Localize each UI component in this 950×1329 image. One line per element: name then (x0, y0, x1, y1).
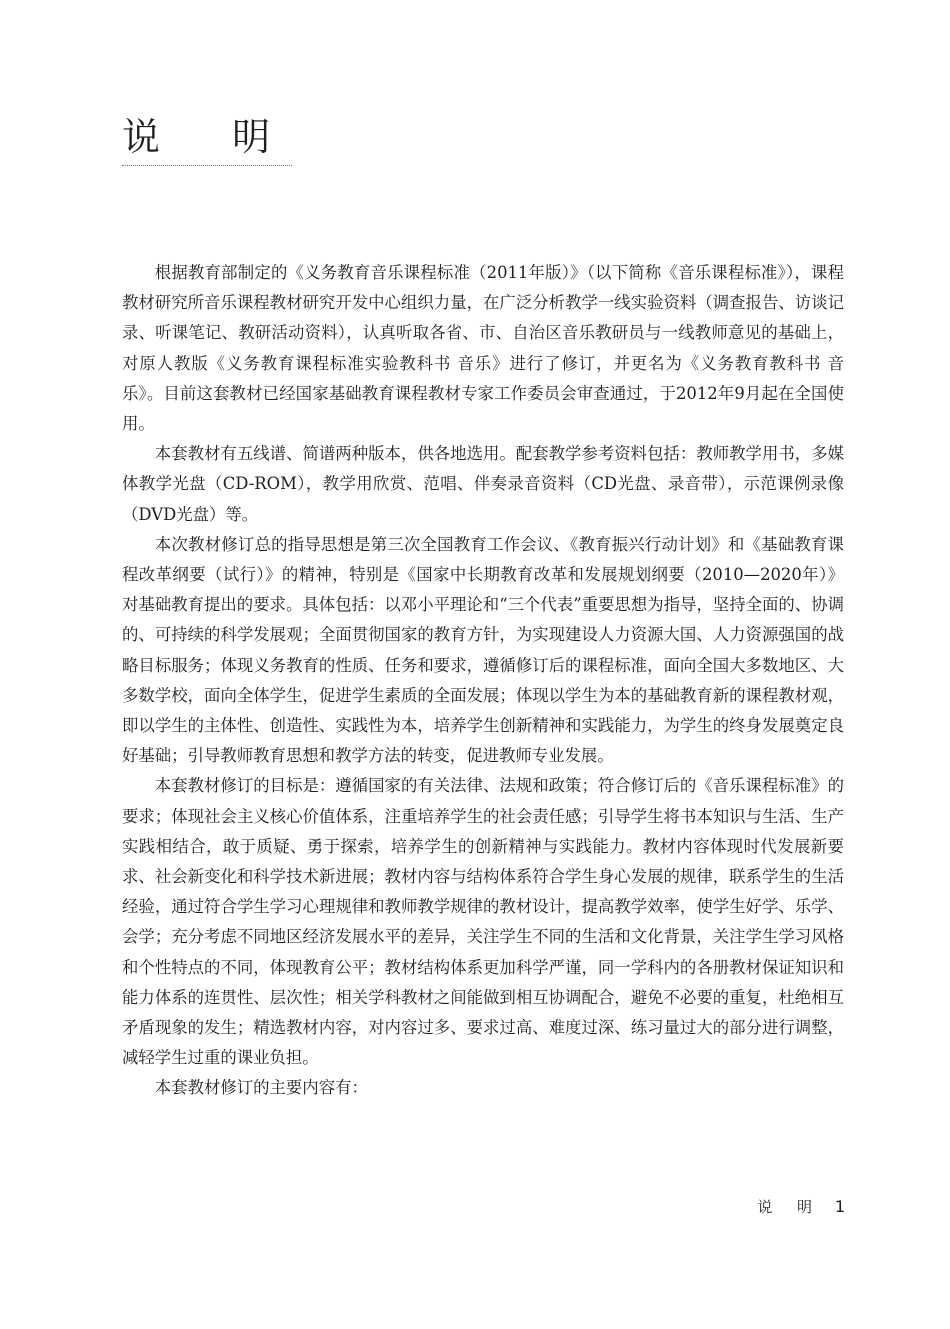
paragraph: 本套教材修订的目标是：遵循国家的有关法律、法规和政策；符合修订后的《音乐课程标准》的要求；体现社会主义核心价值体系，注重培养学生的社会责任感；引导学生将书本知识与生活、生产实践相结合，敢于质疑、勇于探索，培养学生的创新精神与实践能力。教材内容体现时代发展新要求、社会新变化和科学技术新进展；教材内容与结构体系符合学生身心发展的规律，联系学生的生活经验，通过符合学生学习心理规律和教师教学规律的教材设计，提高教学效率，使学生好学、乐学、会学；充分考虑不同地区经济发展水平的差异，关注学生不同的生活和文化背景，关注学生学习风格和个性特点的不同，体现教育公平；教材结构体系更加科学严谨，同一学科内的各册教材保证知识和能力体系的连贯性、层次性；相关学科教材之间能做到相互协调配合，避免不必要的重复，杜绝相互矛盾现象的发生；精选教材内容，对内容过多、要求过高、难度过深、练习量过大的部分进行调整，减轻学生过重的课业负担。 (122, 776, 844, 1068)
page-title: 说 明 (122, 115, 301, 159)
page-footer (757, 1197, 845, 1217)
footer-running-title: 说 明 (757, 1198, 823, 1216)
page-number: 1 (834, 1197, 845, 1216)
title-divider (122, 165, 292, 166)
paragraph: 本次教材修订总的指导思想是第三次全国教育工作会议、《教育振兴行动计划》和《基础教育课程改革纲要（试行）》的精神，特别是《国家中长期教育改革和发展规划纲要（2010—2020年）》对基础教育提出的要求。具体包括：以邓小平理论和“三个代表”重要思想为指导，坚持全面的、协调的、可持续的科学发展观；全面贯彻国家的教育方针，为实现建设人力资源大国、人力资源强国的战略目标服务；体现义务教育的性质、任务和要求，遵循修订后的课程标准，面向全国大多数地区、大多数学校，面向全体学生，促进学生素质的全面发展；体现以学生为本的基础教育新的课程教材观，即以学生的主体性、创造性、实践性为本，培养学生创新精神和实践能力，为学生的终身发展奠定良好基础；引导教师教育思想和教学方法的转变，促进教师专业发展。 (122, 534, 844, 766)
paragraph: 本套教材修订的主要内容有： (154, 1078, 368, 1098)
paragraph: 本套教材有五线谱、简谱两种版本，供各地选用。配套教学参考资料包括：教师教学用书，多媒体教学光盘（CD-ROM），教学用欣赏、范唱、伴奏录音资料（CD光盘、录音带），示范课例录像（DVD光盘）等。 (122, 444, 844, 524)
body-text (122, 258, 844, 1104)
paragraph: 根据教育部制定的《义务教育音乐课程标准（2011年版）》（以下简称《音乐课程标准》），课程教材研究所音乐课程教材研究开发中心组织力量，在广泛分析教学一线实验资料（调查报告、访谈记录、听课笔记、教研活动资料），认真听取各省、市、自治区音乐教研员与一线教师意见的基础上，对原人教版《义务教育课程标准实验教科书 音乐》进行了修订，并更名为《义务教育教科书 音乐》。目前这套教材已经国家基础教育课程教材专家工作委员会审查通过，于2012年9月起在全国使用。 (122, 263, 844, 434)
